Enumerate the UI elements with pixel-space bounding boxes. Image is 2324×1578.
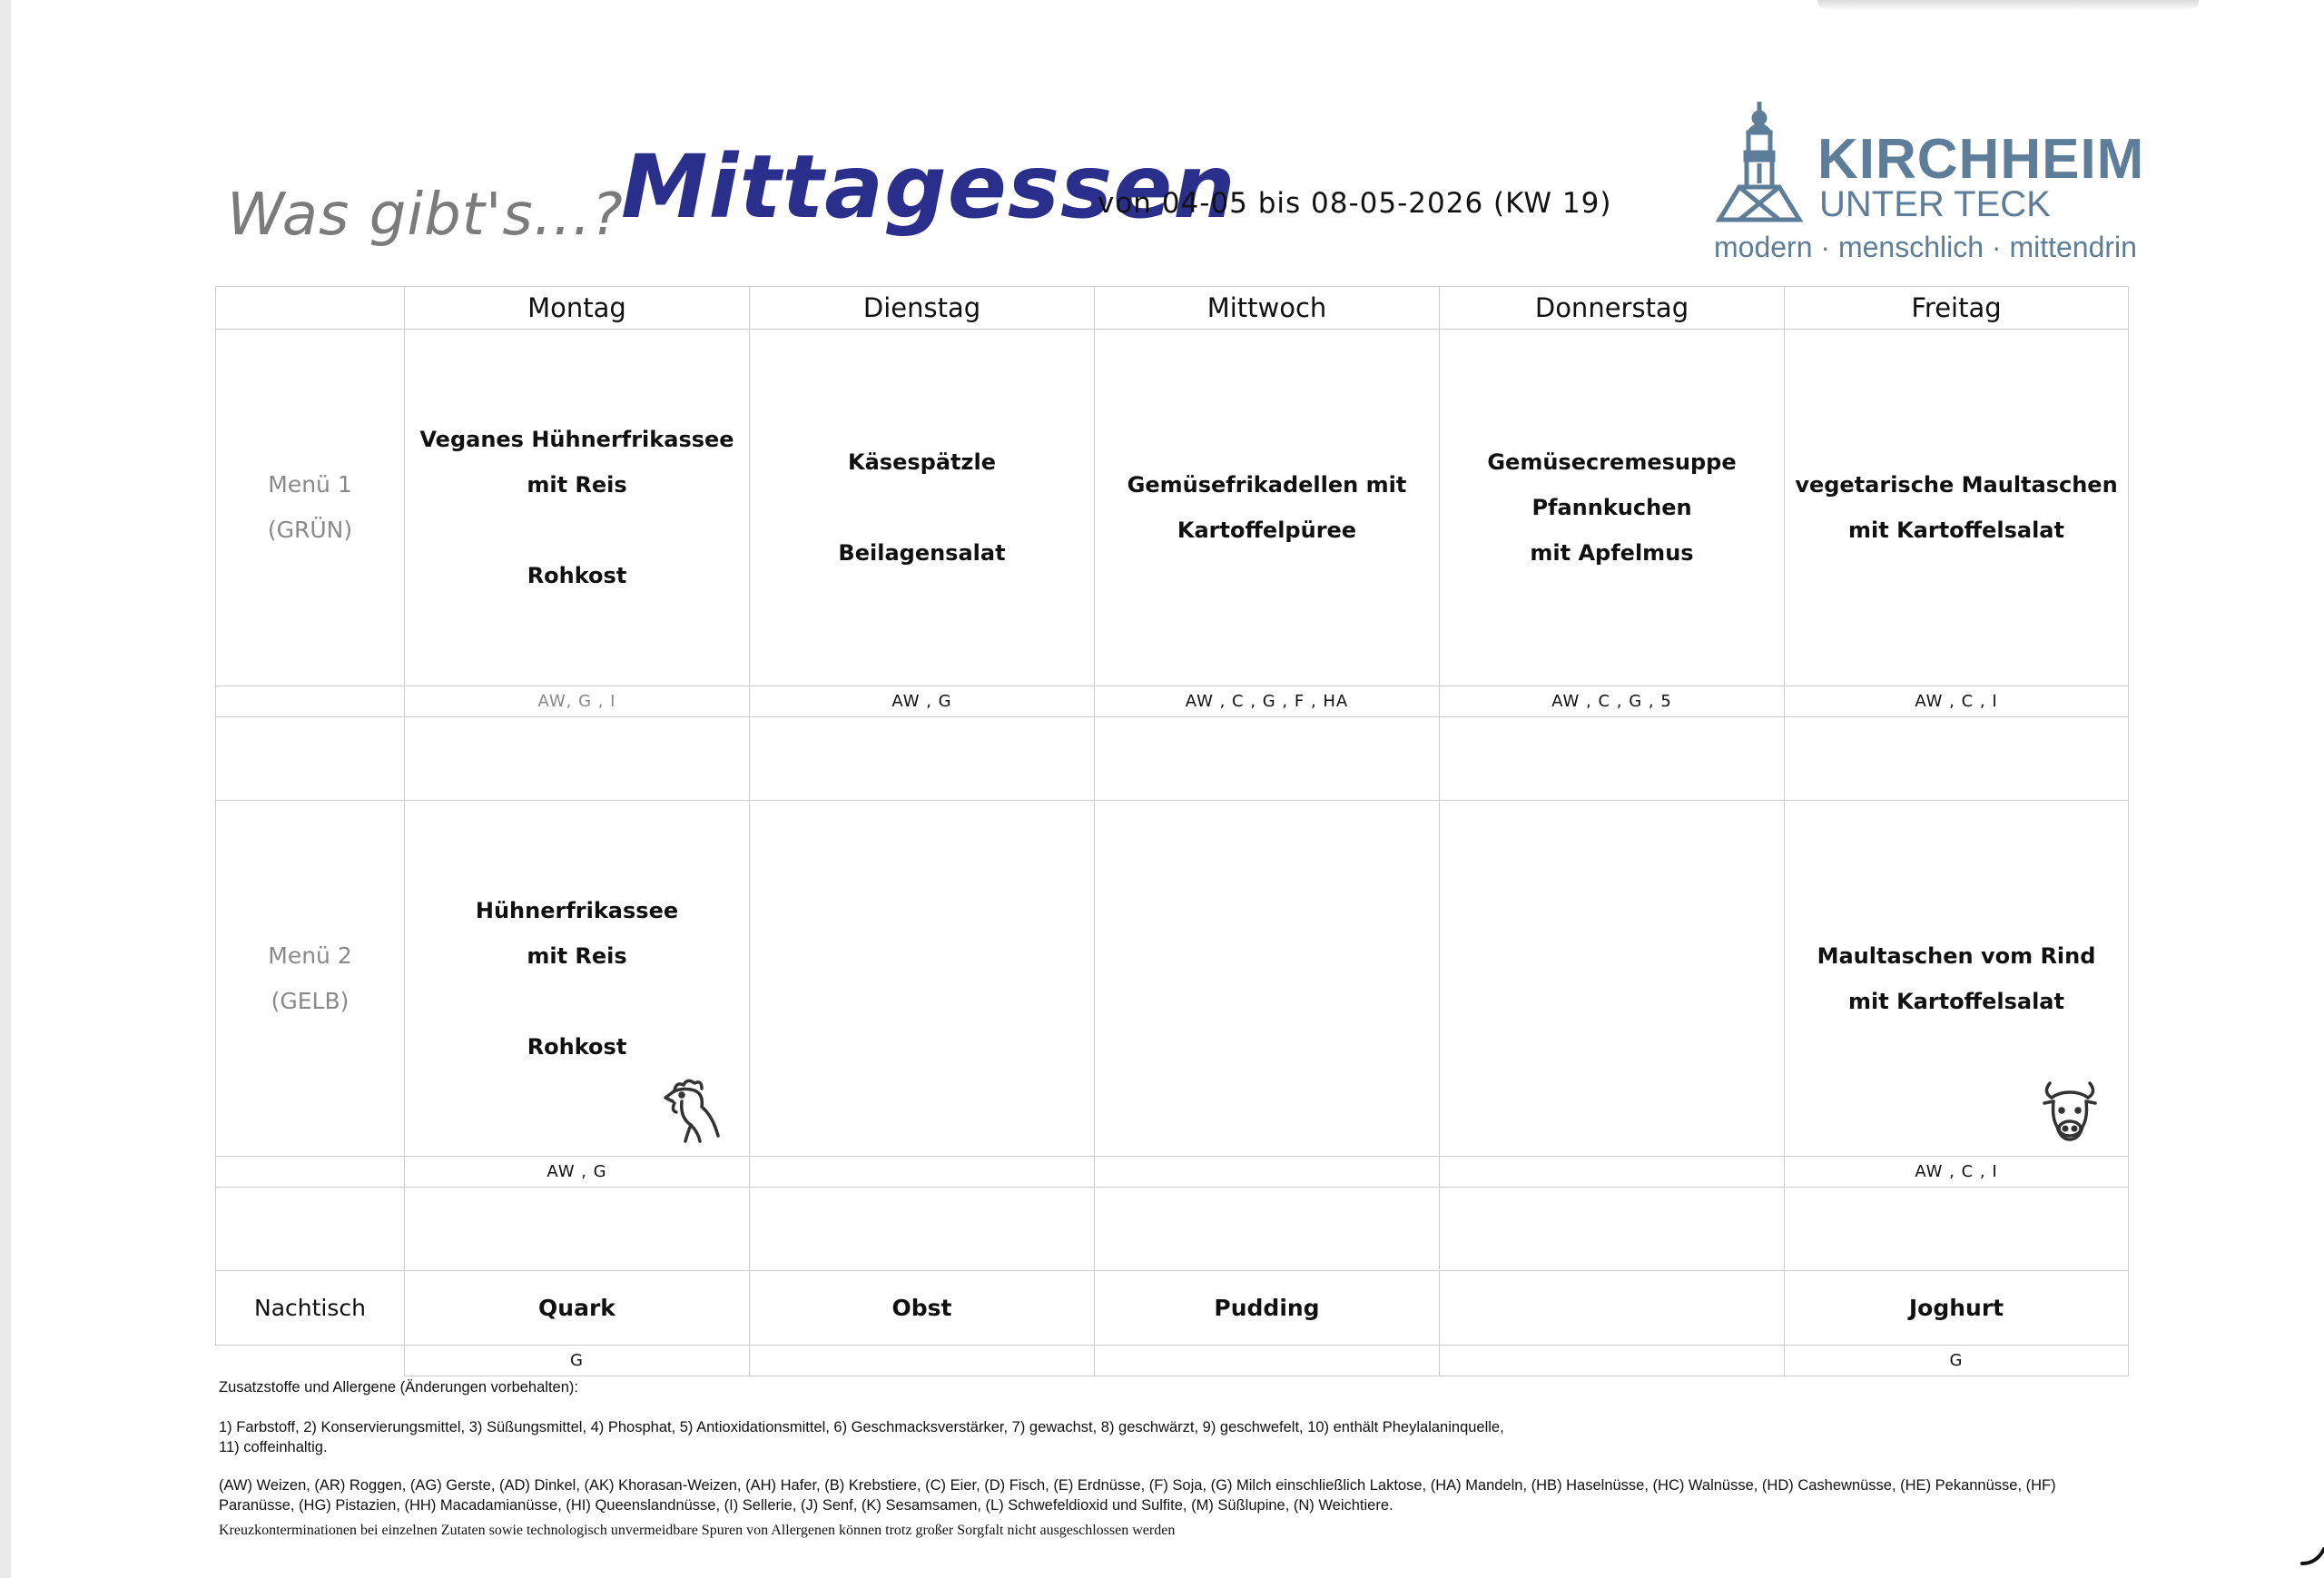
dessert-wednesday: Pudding xyxy=(1095,1271,1440,1346)
dish-line: Hühnerfrikassee xyxy=(475,897,679,923)
spacer-cell xyxy=(405,1188,750,1271)
menu1-allergens-thursday: AW , C , G , 5 xyxy=(1440,686,1785,717)
dish-line: Gemüsecremesuppe xyxy=(1487,449,1737,475)
page-curl-mark-icon xyxy=(2300,1543,2324,1565)
spacer-cell xyxy=(750,717,1095,801)
menu2-allergens-friday: AW , C , I xyxy=(1785,1157,2129,1188)
dish-line: Rohkost xyxy=(527,563,627,588)
menu1-allergens-wednesday: AW , C , G , F , HA xyxy=(1095,686,1440,717)
dessert-allergens-monday: G xyxy=(405,1346,750,1376)
dessert-friday: Joghurt xyxy=(1785,1271,2129,1346)
menu2-allergen-row xyxy=(216,1157,2129,1188)
church-tower-icon xyxy=(1716,100,1803,223)
menu1-row xyxy=(216,330,2129,686)
menu2-allergens-thursday xyxy=(1440,1157,1785,1188)
menu-sheet xyxy=(11,0,2324,1578)
day-thursday: Donnerstag xyxy=(1440,287,1785,330)
dessert-allergens-friday: G xyxy=(1785,1346,2129,1376)
menu2-dish-monday xyxy=(405,801,750,1157)
day-tuesday: Dienstag xyxy=(750,287,1095,330)
spacer-cell xyxy=(750,1188,1095,1271)
spacer-cell xyxy=(1095,717,1440,801)
dessert-allergens-wednesday xyxy=(1095,1346,1440,1376)
dish-line xyxy=(750,485,1094,530)
menu2-dish-wednesday xyxy=(1095,801,1440,1157)
menu1-dish-friday xyxy=(1785,330,2129,686)
menu1-allergens-monday: AW, G , I xyxy=(405,686,750,717)
dish-line: mit Kartoffelsalat xyxy=(1848,518,2064,543)
spacer-cell xyxy=(1440,717,1785,801)
menu1-allergens-friday: AW , C , I xyxy=(1785,686,2129,717)
page-title: Mittagessen xyxy=(621,136,1236,238)
menu2-label-name: Menü 2 xyxy=(268,942,352,969)
spacer-cell xyxy=(1785,717,2129,801)
menu1-dish-tuesday xyxy=(750,330,1095,686)
dish-line: mit Apfelmus xyxy=(1530,540,1694,566)
menu-table xyxy=(215,286,2129,1376)
menu1-dish-thursday xyxy=(1440,330,1785,686)
menu1-label xyxy=(216,330,405,686)
menu2-dish-tuesday xyxy=(750,801,1095,1157)
day-header-row xyxy=(216,287,2129,330)
logo-subtitle: UNTER TECK xyxy=(1819,184,2051,224)
dessert-tuesday: Obst xyxy=(750,1271,1095,1346)
dish-line: vegetarische Maultaschen xyxy=(1795,472,2118,498)
dish-line: Kartoffelpüree xyxy=(1177,518,1357,543)
menu1-dish-monday xyxy=(405,330,750,686)
menu2-dish-thursday xyxy=(1440,801,1785,1157)
footer-allergens-line2: Paranüsse, (HG) Pistazien, (HH) Macadamianüsse, (HI) Queenslandnüsse, (I) Sellerie, (J) Senf, (K) Sesamsamen, (L) Schwefeldioxid und Sulfite, (M) Süßlupine, (N) Weichtiere. xyxy=(219,1497,1393,1514)
dessert-allergen-row xyxy=(216,1346,2129,1376)
dish-line: mit Reis xyxy=(527,942,627,969)
spacer-cell xyxy=(1785,1188,2129,1271)
footer-disclaimer: Kreuzkonterminationen bei einzelnen Zutaten sowie technologisch unvermeidbare Spuren von Allergenen können trotz großer Sorgfalt nicht ausgeschlossen werden xyxy=(219,1523,1176,1538)
paper-shadow xyxy=(1817,0,2199,11)
dish-line: Käsespätzle xyxy=(848,449,996,475)
menu2-label-color: (GELB) xyxy=(271,987,350,1014)
allergen-label-cell xyxy=(216,686,405,717)
spacer-row xyxy=(216,1188,2129,1271)
intro-text: Was gibt's...? xyxy=(227,182,624,249)
corner-cell xyxy=(216,287,405,330)
dish-line: Beilagensalat xyxy=(838,540,1006,566)
dish-line: Gemüsefrikadellen mit xyxy=(1127,472,1407,498)
chicken-icon xyxy=(658,1076,724,1145)
cow-icon xyxy=(2037,1076,2102,1145)
dish-line: mit Reis xyxy=(527,472,627,498)
logo-tagline: modern · menschlich · mittendrin xyxy=(1714,231,2137,263)
dessert-thursday xyxy=(1440,1271,1785,1346)
dessert-monday: Quark xyxy=(405,1271,750,1346)
spacer-cell xyxy=(216,717,405,801)
dessert-row xyxy=(216,1271,2129,1346)
day-monday: Montag xyxy=(405,287,750,330)
spacer-cell xyxy=(405,717,750,801)
footer-additives-line1: 1) Farbstoff, 2) Konservierungsmittel, 3) Süßungsmittel, 4) Phosphat, 5) Antioxidationsmittel, 6) Geschmacksverstärker, 7) gewachst, 8) geschwärzt, 9) geschwefelt, 10) enthält Pheylalaninquelle, xyxy=(219,1419,1504,1435)
date-range: von 04-05 bis 08-05-2026 (KW 19) xyxy=(1098,187,1612,220)
dish-line xyxy=(405,979,749,1024)
day-friday: Freitag xyxy=(1785,287,2129,330)
menu2-allergens-monday: AW , G xyxy=(405,1157,750,1188)
dish-line: Pfannkuchen xyxy=(1531,495,1692,520)
menu1-allergen-row xyxy=(216,686,2129,717)
spacer-cell xyxy=(1440,1188,1785,1271)
menu2-dish-friday xyxy=(1785,801,2129,1157)
dessert-label: Nachtisch xyxy=(216,1271,405,1346)
day-wednesday: Mittwoch xyxy=(1095,287,1440,330)
logo-name: KIRCHHEIM xyxy=(1817,128,2145,191)
footer-allergens-line1: (AW) Weizen, (AR) Roggen, (AG) Gerste, (AD) Dinkel, (AK) Khorasan-Weizen, (AH) Hafer, (B) Krebstiere, (C) Eier, (D) Fisch, (E) Erdnüsse, (F) Soja, (G) Milch einschließlich Laktose, (HA) Mandeln, (HB) Haselnüsse, (HC) Walnüsse, (HD) Cashewnüsse, (HE) Pekannüsse, (HF) xyxy=(219,1477,2056,1494)
footer-heading: Zusatzstoffe und Allergene (Änderungen vorbehalten): xyxy=(219,1379,578,1396)
menu2-row xyxy=(216,801,2129,1157)
dish-line: Rohkost xyxy=(527,1033,627,1060)
allergen-label-cell xyxy=(216,1157,405,1188)
allergen-label-cell xyxy=(216,1346,405,1376)
spacer-cell xyxy=(1095,1188,1440,1271)
dessert-allergens-tuesday xyxy=(750,1346,1095,1376)
menu1-label-color: (GRÜN) xyxy=(267,517,353,543)
spacer-cell xyxy=(216,1188,405,1271)
dish-line: Veganes Hühnerfrikassee xyxy=(419,427,734,452)
dish-line: Maultaschen vom Rind xyxy=(1817,942,2096,969)
spacer-row xyxy=(216,717,2129,801)
footer-additives-line2: 11) coffeinhaltig. xyxy=(219,1439,328,1455)
menu2-label xyxy=(216,801,405,1157)
dish-line xyxy=(405,508,749,553)
menu1-allergens-tuesday: AW , G xyxy=(750,686,1095,717)
dessert-allergens-thursday xyxy=(1440,1346,1785,1376)
menu1-label-name: Menü 1 xyxy=(268,471,352,498)
menu2-allergens-tuesday xyxy=(750,1157,1095,1188)
menu2-allergens-wednesday xyxy=(1095,1157,1440,1188)
menu1-dish-wednesday xyxy=(1095,330,1440,686)
dish-line: mit Kartoffelsalat xyxy=(1848,988,2064,1014)
